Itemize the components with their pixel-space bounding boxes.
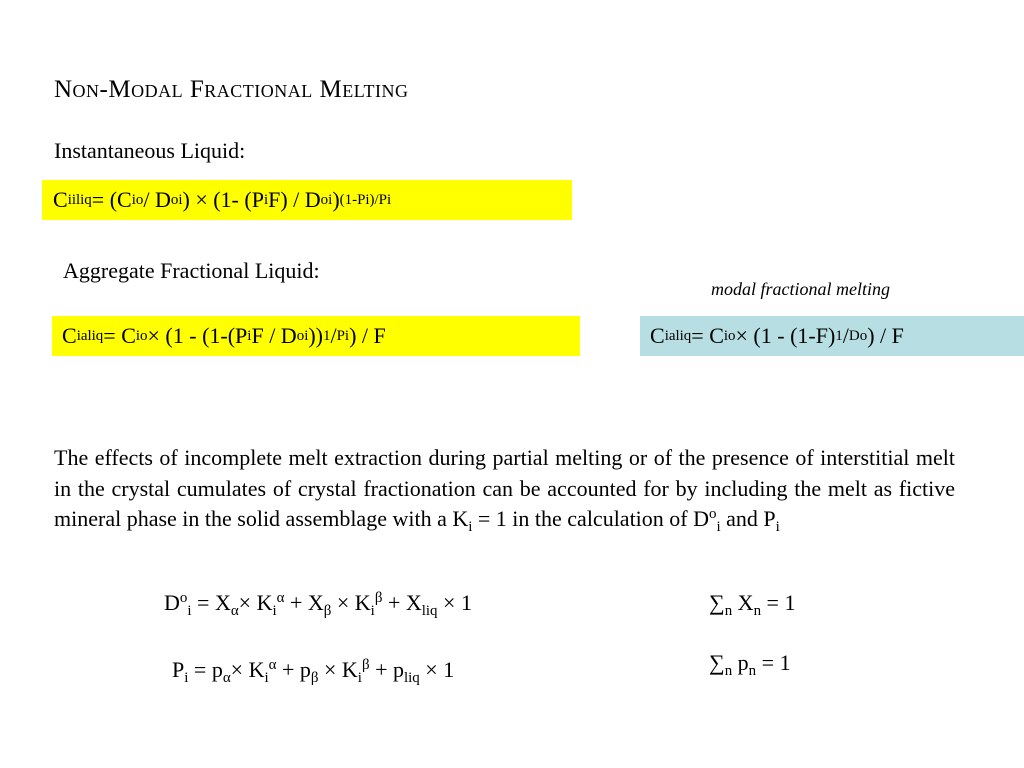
para-text: The effects of incomplete melt extraction during partial melting or of the presence of interstitial melt in the crystal cumulates of crystal fractionation can be accounted for by including the melt as fictive mineral phase in the solid assemblage with a K — [54, 445, 955, 531]
eq-sup: β — [374, 589, 383, 606]
eq-text: = C — [691, 323, 724, 348]
eq-sub: liq — [421, 603, 438, 620]
eq-text: / — [842, 323, 849, 348]
eq-text: = 1 — [761, 590, 796, 615]
eq-sub: n — [753, 603, 762, 620]
eq-text: × K — [238, 590, 273, 615]
explanation-paragraph — [54, 443, 955, 535]
eq-sub: n — [724, 603, 733, 620]
eq-sub: β — [310, 670, 319, 687]
eq-sup: α — [268, 656, 277, 673]
eq-text: = (C — [91, 187, 132, 212]
para-sub: i — [468, 519, 473, 536]
eq-text: = 1 — [756, 650, 791, 675]
eq-sub: i — [187, 603, 192, 620]
eq-text: = p — [188, 657, 223, 682]
eq-text: p — [732, 650, 749, 675]
eq-sub: α — [230, 603, 239, 620]
eq-text: ) / F — [867, 323, 904, 348]
sum-symbol: ∑ — [709, 650, 725, 675]
modal-fractional-melting-note: modal fractional melting — [711, 279, 890, 299]
eq-sub: i — [272, 603, 277, 620]
instantaneous-liquid-equation: C i iliq = (C i o / D o i ) × (1- (P i F) / D o i ) (1-Pi)/Pi — [42, 180, 572, 220]
sum-symbol: ∑ — [709, 590, 725, 615]
eq-sub: α — [222, 670, 231, 687]
eq-text: × K — [331, 590, 371, 615]
eq-text: + p — [369, 657, 404, 682]
eq-sup: o — [179, 589, 188, 606]
para-text: = 1 in the calculation of D — [472, 506, 710, 531]
eq-text: + X — [382, 590, 422, 615]
aggregate-liquid-equation: C i aliq = C i o × (1 - (1-(P i F / D o i )) 1 / Pi ) / F — [52, 316, 580, 356]
eq-text: ) — [332, 187, 340, 212]
eq-symbol: D — [164, 590, 180, 615]
eq-text: × K — [230, 657, 265, 682]
eq-sub: n — [748, 663, 757, 680]
eq-symbol: P — [172, 657, 185, 682]
eq-sub: n — [724, 663, 733, 680]
eq-text: / — [330, 323, 337, 348]
para-sup: o — [709, 505, 717, 522]
eq-text: F / D — [251, 323, 297, 348]
eq-sub: β — [323, 603, 332, 620]
eq-text: ) × (1- (P — [182, 187, 264, 212]
eq-sup: β — [361, 656, 370, 673]
eq-sub: liq — [403, 670, 420, 687]
eq-text: × 1 — [437, 590, 472, 615]
para-text: and P — [720, 506, 776, 531]
eq-text: + X — [284, 590, 324, 615]
eq-symbol: C — [650, 323, 665, 348]
eq-text: F) / D — [268, 187, 321, 212]
eq-text: × 1 — [419, 657, 455, 682]
eq-text: X — [732, 590, 754, 615]
eq-text: = C — [103, 323, 136, 348]
eq-sub: i — [264, 670, 269, 687]
eq-symbol: C — [62, 323, 77, 348]
eq-text: = X — [191, 590, 231, 615]
melt-proportion-equation — [172, 656, 455, 687]
sum-x-equation — [709, 590, 796, 620]
eq-text: × (1 - (1-F) — [735, 323, 836, 348]
instantaneous-liquid-label: Instantaneous Liquid: — [54, 138, 246, 163]
eq-sub: i — [370, 603, 375, 620]
para-sub: i — [775, 519, 780, 536]
eq-text: ) / F — [349, 323, 386, 348]
bulk-partition-equation — [164, 589, 472, 620]
eq-sup: α — [276, 589, 285, 606]
modal-melting-equation: C i aliq = C i o × (1 - (1-F) 1 / Do ) / F — [640, 316, 1024, 356]
eq-symbol: C — [53, 187, 68, 212]
slide-title: Non-Modal Fractional Melting — [54, 76, 409, 103]
aggregate-fractional-liquid-label: Aggregate Fractional Liquid: — [63, 258, 320, 283]
eq-text: / D — [143, 187, 171, 212]
eq-sub: i — [357, 670, 362, 687]
eq-text: + p — [276, 657, 311, 682]
eq-sub: i — [184, 670, 189, 687]
eq-text: × (1 - (1-(P — [147, 323, 248, 348]
eq-text: )) — [308, 323, 323, 348]
eq-text: × K — [318, 657, 358, 682]
sum-p-equation — [709, 650, 791, 680]
para-sub: i — [716, 519, 721, 536]
